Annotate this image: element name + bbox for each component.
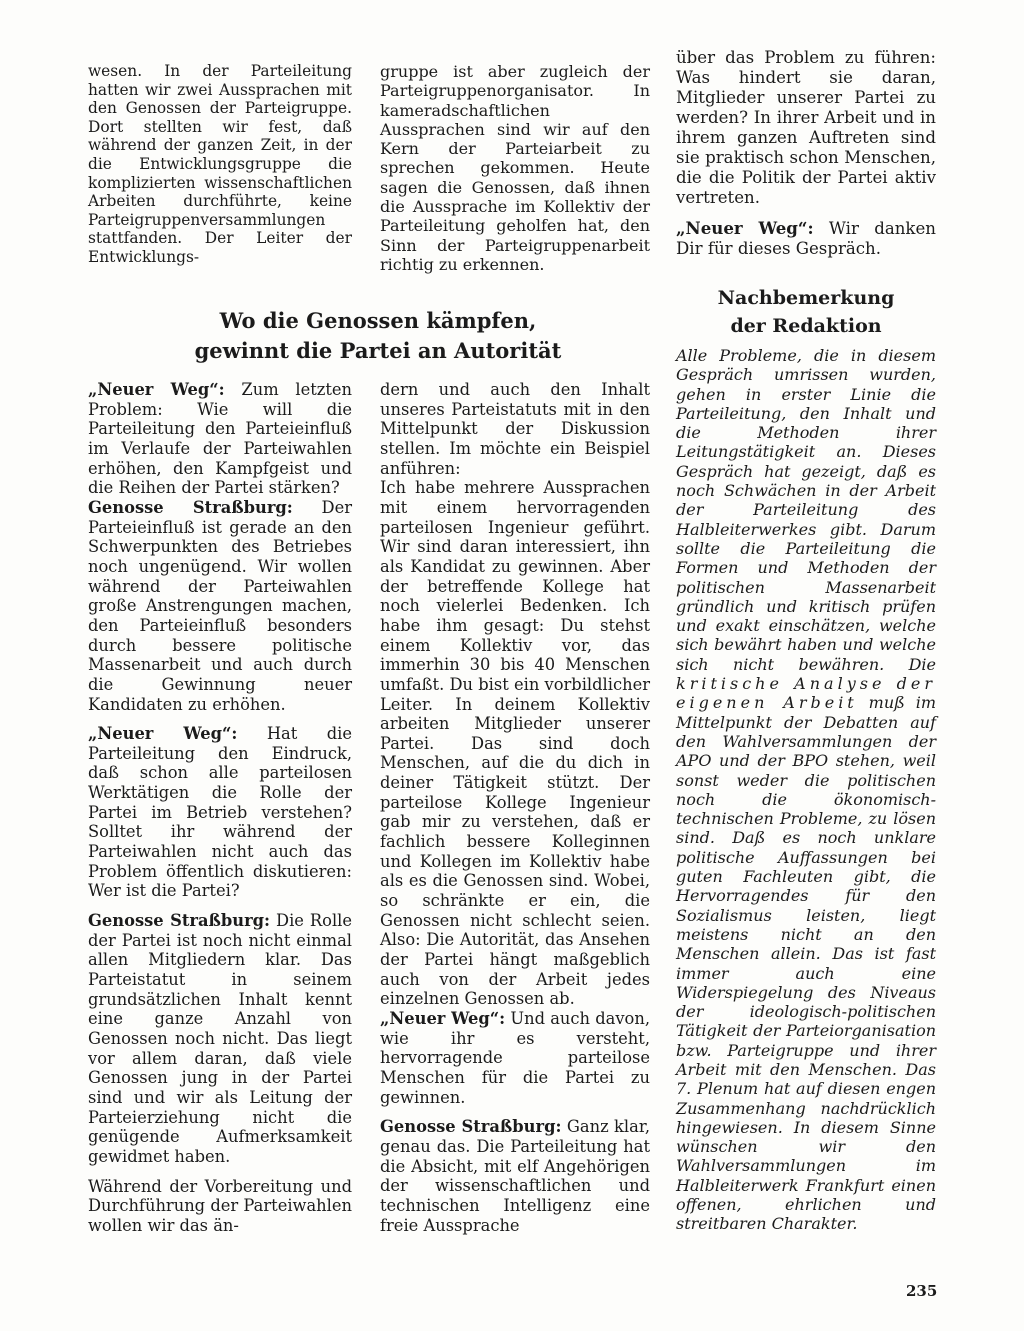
paragraph: dern und auch den Inhalt unseres Parteistatuts mit in den Mittelpunkt der Diskussion stellen. Im möchte ein Beispiel anführen: (380, 380, 650, 478)
nachbemerkung-body (676, 346, 936, 1234)
speaker-label: Genosse Straßburg: (88, 497, 293, 517)
headline-line-1: Wo die Genossen kämpfen, (219, 308, 537, 333)
top-column-3 (676, 48, 936, 259)
article-headline (88, 306, 668, 366)
speaker-label: Genosse Straßburg: (88, 911, 271, 931)
paragraph (380, 1009, 650, 1107)
headline-line-2: gewinnt die Partei an Autorität (194, 338, 562, 363)
paragraph: Während der Vorbereitung und Durchführung der Parteiwahlen wollen wir das än- (88, 1176, 352, 1235)
heading-line-1: Nachbemerkung (717, 287, 895, 309)
page-number: 235 (906, 1282, 938, 1300)
paragraph: über das Problem zu führen: Was hindert sie daran, Mitglieder unserer Partei zu werden? In ihrer Arbeit und in ihrem ganzen Auftreten sind sie praktisch schon Menschen, die die Politik der Partei aktiv vertreten. (676, 48, 936, 207)
speaker-label: „Neuer Weg“: (676, 218, 814, 238)
paragraph: wesen. In der Parteileitung hatten wir zwei Aussprachen mit den Genossen der Parteigruppe. Dort stellten wir fest, daß während der ganzen Zeit, in der die Entwicklungsgruppe die komplizierten wissenschaftlichen Arbeiten durchführte, keine Parteigruppenversammlungen stattfanden. Der Leiter der Entwicklungs- (88, 62, 352, 266)
paragraph-text: Wir danken Dir für dieses Gespräch. (676, 219, 936, 258)
speaker-label: „Neuer Weg“: (380, 1009, 506, 1028)
heading-line-2: der Redaktion (730, 315, 882, 337)
top-column-1 (88, 62, 352, 267)
speaker-label: „Neuer Weg“: (88, 724, 238, 744)
speaker-label: „Neuer Weg“: (88, 380, 225, 399)
spaced-emphasis: kritische Analyse der eigenen Arbeit (676, 674, 936, 713)
paragraph (380, 1117, 650, 1235)
paragraph (676, 346, 936, 1234)
paragraph-text: Und auch davon, wie ihr es versteht, hervorragende parteilose Menschen für die Partei zu gewinnen. (380, 1009, 650, 1107)
paragraph (88, 724, 352, 901)
paragraph-text: Hat die Parteileitung den Eindruck, daß schon alle parteilosen Werktätigen die Rolle der Partei im Betrieb verstehen? Solltet ihr während der Parteiwahlen nicht auch das Problem öffentlich diskutieren: Wer ist die Partei? (88, 724, 352, 901)
paragraph: Ich habe mehrere Aussprachen mit einem hervorragenden parteilosen Ingenieur geführt. Wir sind daran interessiert, ihn als Kandidat zu gewinnen. Aber der betreffende Kollege hat noch vielerlei Bedenken. Ich habe ihm gesagt: Du stehst einem Kollektiv vor, das immerhin 30 bis 40 Menschen umfaßt. Du bist ein vorbildlicher Leiter. In deinem Kollektiv arbeiten Mitglieder unserer Partei. Das sind doch Menschen, auf die du dich in deiner Tätigkeit stützt. Der parteilose Kollege Ingenieur gab mir zu verstehen, daß er fachlich bessere Kolleginnen und Kollegen im Kollektiv habe als es die Genossen sind. Wobei, so schränkte er ein, die Genossen nicht schlecht seien. Also: Die Autorität, das Ansehen der Partei hängt maßgeblich auch von der Arbeit jedes einzelnen Genossen ab. (380, 478, 650, 1009)
paragraph (88, 380, 352, 498)
interview-column-2 (380, 380, 650, 1235)
paragraph-text: Alle Probleme, die in diesem Gespräch umrissen wurden, gehen in erster Linie die Parteileitung, den Inhalt und die Methoden ihrer Leitungstätigkeit an. Dieses Gespräch hat gezeigt, daß es noch Schwächen in der Arbeit der Parteileitung des Halbleiterwerkes gibt. Darum sollte die Parteileitung die Formen und Methoden der politischen Massenarbeit gründlich und kritisch prüfen und exakt einschätzen, welche sich bewährt haben und welche sich nicht bewähren. Die (676, 346, 936, 674)
paragraph (676, 218, 936, 259)
interview-column-1 (88, 380, 352, 1236)
paragraph (88, 911, 352, 1167)
paragraph: gruppe ist aber zugleich der Parteigruppenorganisator. In kameradschaftlichen Aussprachen sind wir auf den Kern der Parteiarbeit zu sprechen gekommen. Heute sagen die Genossen, daß ihnen die Aussprache im Kollektiv der Parteileitung geholfen hat, den Sinn der Parteigruppenarbeit richtig zu erkennen. (380, 62, 650, 274)
nachbemerkung-heading (676, 284, 936, 340)
paragraph (88, 498, 352, 714)
paragraph-text: muß im Mittelpunkt der Debatten auf den Wahlversammlungen der APO und der BPO stehen, weil sonst weder die politischen noch die ökonomisch-technischen Probleme, zu lösen sind. Daß es noch unklare politische Auffassungen bei guten Fachleuten gibt, die Hervorragendes für den Sozialismus leisten, liegt meistens nicht an den Menschen allein. Das ist fast immer auch eine Widerspiegelung des Niveaus der ideologisch-politischen Tätigkeit der Parteiorganisation bzw. Parteigruppe und ihrer Arbeit mit den Menschen. Das 7. Plenum hat auf diesen engen Zusammenhang nachdrücklich hingewiesen. In diesem Sinne wünschen wir den Wahlversammlungen im Halbleiterwerk Frankfurt einen offenen, ehrlichen und streitbaren Charakter. (676, 693, 937, 1234)
paragraph-text: Der Parteieinfluß ist gerade an den Schwerpunkten des Betriebes noch ungenügend. Wir wollen während der Parteiwahlen große Anstrengungen machen, den Parteieinfluß besonders durch bessere politische Massenarbeit und auch durch die Gewinnung neuer Kandidaten zu erhöhen. (88, 497, 352, 714)
speaker-label: Genosse Straßburg: (380, 1117, 562, 1137)
top-column-2 (380, 62, 650, 274)
paragraph-text: Zum letzten Problem: Wie will die Parteileitung den Parteieinfluß im Verlaufe der Parteiwahlen erhöhen, den Kampfgeist und die Reihen der Partei stärken? (88, 380, 353, 498)
paragraph-text: Die Rolle der Partei ist noch nicht einmal allen Mitgliedern klar. Das Parteistatut in seinem grundsätzlichen Inhalt kennt eine ganze Anzahl von Genossen noch nicht. Das liegt vor allem daran, daß viele Genossen jung in der Partei sind und wir als Leitung der Parteierziehung nicht die genügende Aufmerksamkeit gewidmet haben. (88, 911, 352, 1166)
paragraph-text: Ganz klar, genau das. Die Parteileitung hat die Absicht, mit elf Angehörigen der wissenschaftlichen und technischen Intelligenz eine freie Aussprache (380, 1117, 650, 1235)
